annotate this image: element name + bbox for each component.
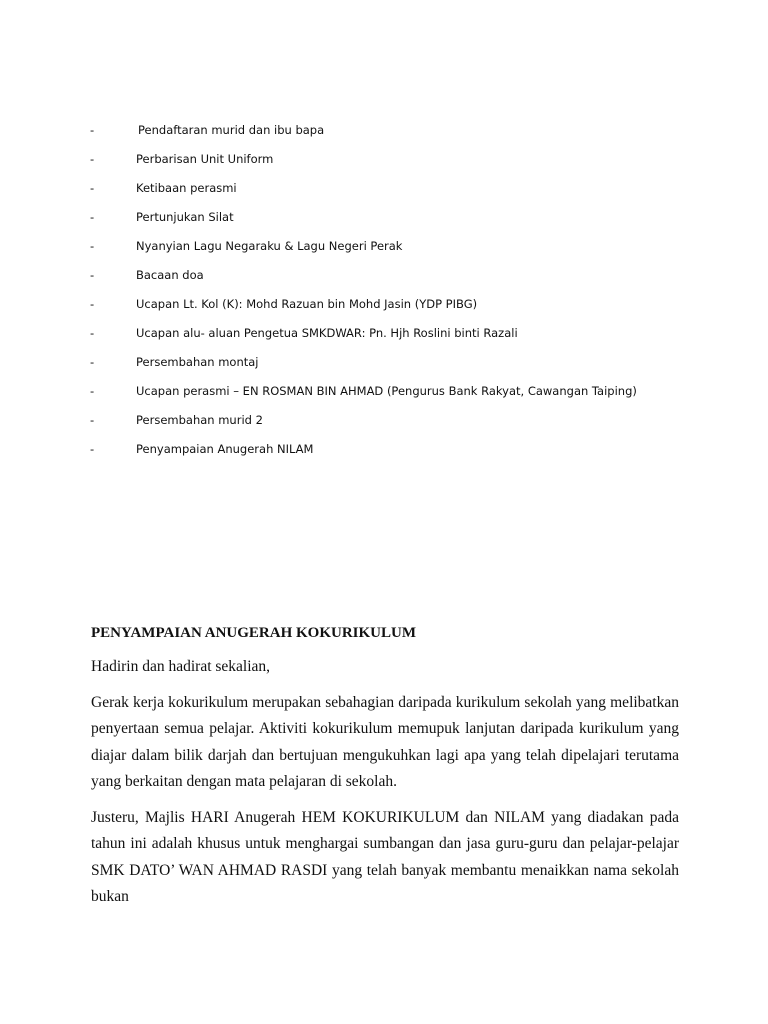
agenda-item bbox=[90, 237, 690, 266]
paragraph: Justeru, Majlis HARI Anugerah HEM KOKURIKULUM dan NILAM yang diadakan pada tahun ini adalah khusus untuk menghargai sumbangan dan jasa guru-guru dan pelajar-pelajar SMK DATO’ WAN AHMAD RASDI yang telah banyak membantu menaikkan nama sekolah bukan bbox=[91, 808, 679, 905]
agenda-dash: - bbox=[90, 384, 95, 398]
agenda-item bbox=[90, 353, 690, 382]
agenda-item-text: Persembahan murid 2 bbox=[136, 413, 263, 427]
agenda-dash: - bbox=[90, 297, 95, 311]
agenda-dash: - bbox=[90, 442, 95, 456]
section-body bbox=[91, 620, 679, 911]
agenda-item-text: Ucapan alu- aluan Pengetua SMKDWAR: Pn. Hjh Roslini binti Razali bbox=[136, 326, 518, 340]
agenda-item-text: Nyanyian Lagu Negaraku & Lagu Negeri Perak bbox=[136, 239, 403, 253]
agenda-item bbox=[90, 295, 690, 324]
agenda-item-text: Persembahan montaj bbox=[136, 355, 259, 369]
agenda-dash: - bbox=[90, 210, 95, 224]
agenda-item-text: Penyampaian Anugerah NILAM bbox=[136, 442, 314, 456]
agenda-dash: - bbox=[90, 355, 95, 369]
agenda-dash: - bbox=[90, 268, 95, 282]
agenda-dash: - bbox=[90, 326, 95, 340]
agenda-item bbox=[90, 179, 690, 208]
agenda-dash: - bbox=[90, 181, 95, 195]
agenda-item bbox=[90, 121, 690, 150]
agenda-item-text: Ucapan perasmi – EN ROSMAN BIN AHMAD (Pengurus Bank Rakyat, Cawangan Taiping) bbox=[136, 384, 637, 398]
agenda-item bbox=[90, 411, 690, 440]
section-heading: PENYAMPAIAN ANUGERAH KOKURIKULUM bbox=[91, 625, 417, 641]
agenda-dash: - bbox=[90, 152, 95, 166]
agenda-dash: - bbox=[90, 123, 95, 137]
agenda-list bbox=[90, 121, 690, 469]
agenda-item-text: Bacaan doa bbox=[136, 268, 204, 282]
agenda-item bbox=[90, 266, 690, 295]
agenda-item bbox=[90, 324, 690, 353]
agenda-item-text: Pendaftaran murid dan ibu bapa bbox=[138, 123, 325, 137]
paragraph: Gerak kerja kokurikulum merupakan sebahagian daripada kurikulum sekolah yang melibatkan penyertaan semua pelajar. Aktiviti kokurikulum memupuk lanjutan daripada kurikulum yang diajar dalam bilik darjah dan bertujuan mengukuhkan lagi apa yang telah dipelajari terutama yang berkaitan dengan mata pelajaran di sekolah. bbox=[91, 693, 679, 790]
agenda-item-text: Pertunjukan Silat bbox=[136, 210, 234, 224]
agenda-dash: - bbox=[90, 239, 95, 253]
agenda-item bbox=[90, 440, 690, 469]
agenda-item-text: Ketibaan perasmi bbox=[136, 181, 237, 195]
greeting-text: Hadirin dan hadirat sekalian, bbox=[91, 658, 271, 675]
agenda-dash: - bbox=[90, 413, 95, 427]
agenda-item bbox=[90, 150, 690, 179]
agenda-item-text: Ucapan Lt. Kol (K): Mohd Razuan bin Mohd Jasin (YDP PIBG) bbox=[136, 297, 478, 311]
agenda-item bbox=[90, 208, 690, 237]
agenda-item bbox=[90, 382, 690, 411]
agenda-item-text: Perbarisan Unit Uniform bbox=[136, 152, 274, 166]
